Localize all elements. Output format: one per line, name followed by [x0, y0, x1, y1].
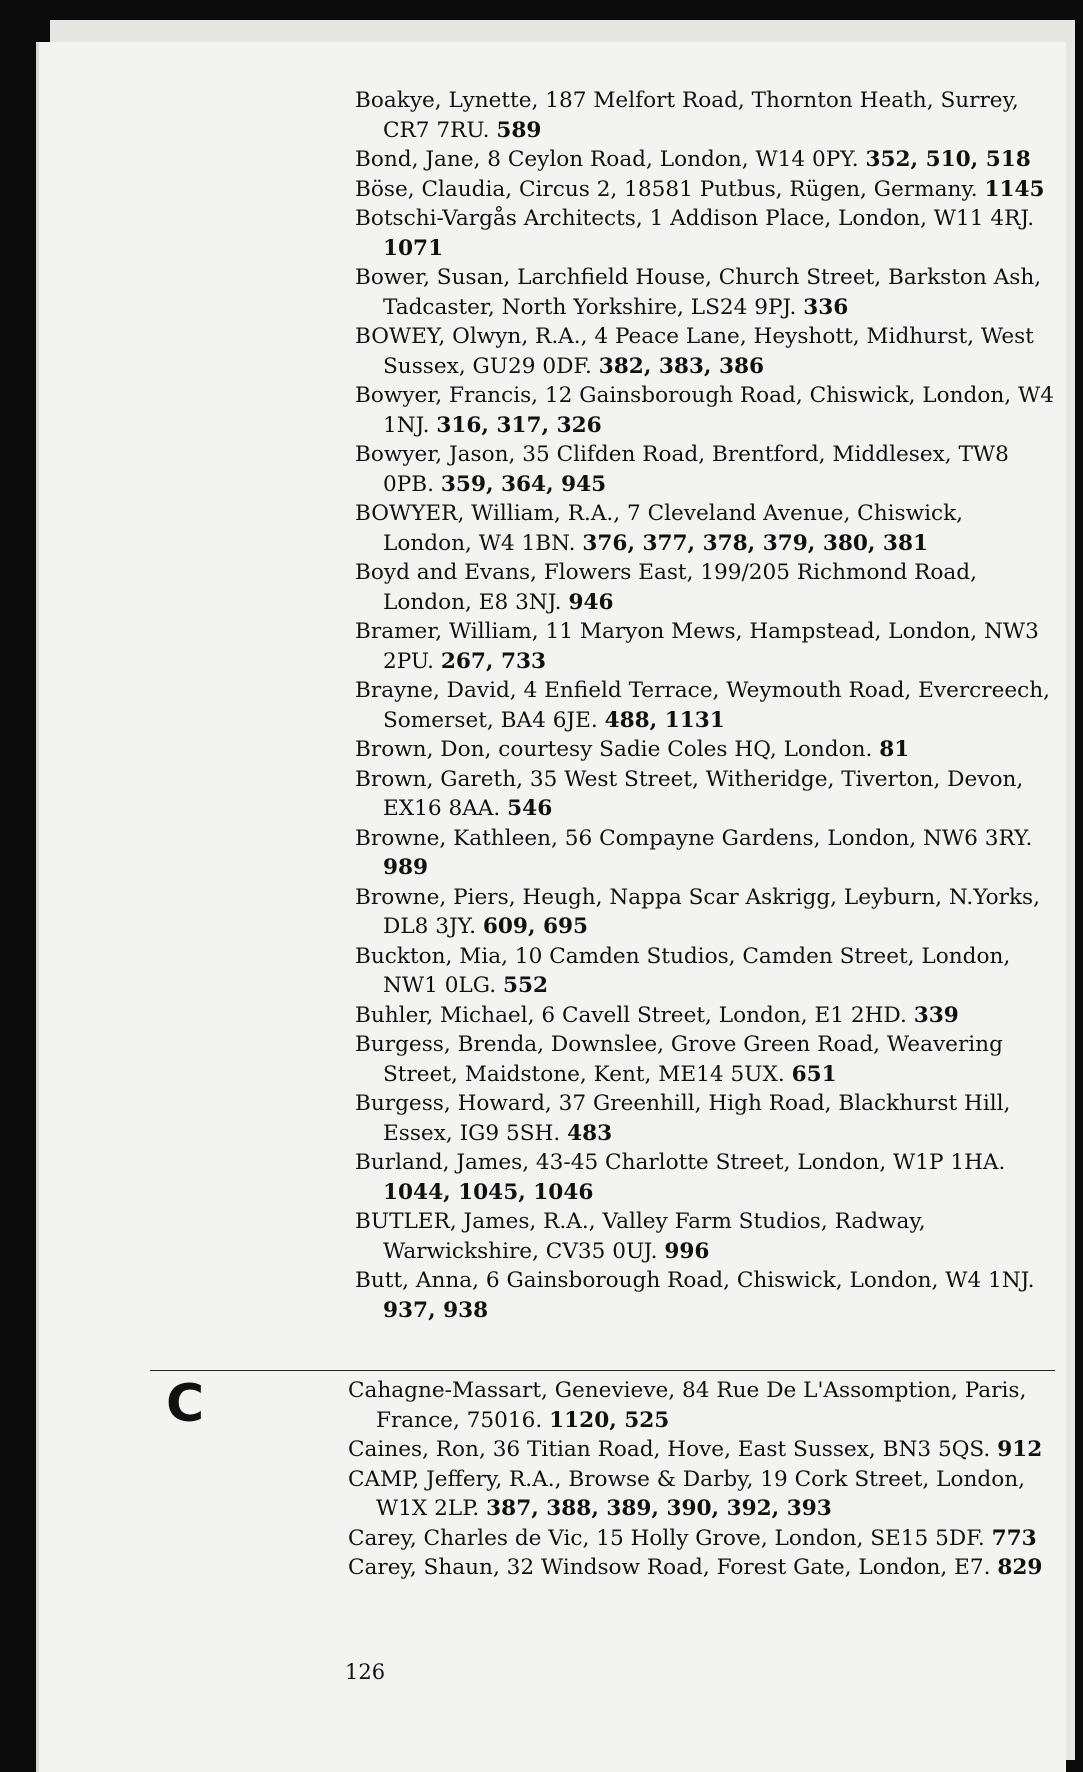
- entry-text: CAMP, Jeffery, R.A., Browse & Darby, 19 Cork Street, London, W1X 2LP.: [348, 1466, 1025, 1521]
- entry-pages: 339: [913, 1002, 959, 1028]
- entry-pages: 937, 938: [383, 1297, 489, 1323]
- index-entry: [355, 204, 1055, 263]
- index-entry: [355, 1030, 1055, 1089]
- entry-pages: 989: [383, 855, 429, 880]
- entry-pages: 488, 1131: [604, 707, 725, 733]
- entry-pages: 552: [503, 973, 549, 998]
- entry-pages: 1120, 525: [549, 1407, 670, 1433]
- section-letter: C: [166, 1374, 205, 1434]
- index-entry: [355, 883, 1055, 942]
- entry-pages: 912: [997, 1437, 1043, 1462]
- entry-text: Botschi-Vargås Architects, 1 Addison Place, London, W11 4RJ.: [355, 206, 1035, 231]
- entry-text: Buckton, Mia, 10 Camden Studios, Camden Street, London, NW1 0LG.: [355, 943, 1011, 998]
- entry-text: Brown, Gareth, 35 West Street, Witheridge, Tiverton, Devon, EX16 8AA.: [355, 766, 1024, 821]
- index-entry: [355, 381, 1055, 440]
- entry-text: Burgess, Brenda, Downslee, Grove Green Road, Weavering Street, Maidstone, Kent, ME14 5UX.: [355, 1032, 1003, 1087]
- entry-text: Bramer, William, 11 Maryon Mews, Hampstead, London, NW3 2PU.: [355, 619, 1039, 674]
- entry-text: Burgess, Howard, 37 Greenhill, High Road, Blackhurst Hill, Essex, IG9 5SH.: [355, 1091, 1011, 1146]
- index-entry: [355, 676, 1055, 735]
- index-entry: [355, 499, 1055, 558]
- entry-text: Boyd and Evans, Flowers East, 199/205 Richmond Road, London, E8 3NJ.: [355, 560, 977, 615]
- entry-pages: 651: [791, 1061, 837, 1087]
- entry-pages: 376, 377, 378, 379, 380, 381: [582, 530, 929, 556]
- entry-pages: 483: [567, 1120, 613, 1146]
- entry-pages: 1071: [383, 235, 444, 261]
- entry-pages: 336: [803, 294, 849, 320]
- entry-text: BOWEY, Olwyn, R.A., 4 Peace Lane, Heyshott, Midhurst, West Sussex, GU29 0DF.: [355, 324, 1034, 379]
- entry-pages: 589: [496, 117, 542, 143]
- entry-pages: 387, 388, 389, 390, 392, 393: [486, 1496, 832, 1521]
- entry-text: Brown, Don, courtesy Sadie Coles HQ, London.: [355, 737, 873, 762]
- entry-pages: 382, 383, 386: [598, 353, 765, 379]
- entry-text: Buhler, Michael, 6 Cavell Street, London, E1 2HD.: [355, 1002, 907, 1028]
- entry-text: Caines, Ron, 36 Titian Road, Hove, East Sussex, BN3 5QS.: [348, 1437, 991, 1462]
- entry-text: Carey, Shaun, 32 Windsow Road, Forest Gate, London, E7.: [348, 1555, 991, 1580]
- entry-pages: 316, 317, 326: [436, 412, 602, 438]
- index-entry: [355, 145, 1055, 175]
- entry-pages: 352, 510, 518: [865, 147, 1031, 172]
- index-entry: [348, 1524, 1048, 1554]
- index-entry: [355, 735, 1055, 765]
- index-entry: [355, 617, 1055, 676]
- entry-text: Cahagne-Massart, Genevieve, 84 Rue De L'Assomption, Paris, France, 75016.: [348, 1378, 1027, 1433]
- index-entry: [355, 1266, 1055, 1325]
- entry-pages: 1145: [984, 176, 1045, 202]
- index-entry: [355, 824, 1055, 883]
- index-entry: [355, 1001, 1055, 1031]
- entry-text: Bower, Susan, Larchfield House, Church Street, Barkston Ash, Tadcaster, North Yorkshire, LS24 9PJ.: [355, 265, 1042, 320]
- entry-text: BOWYER, William, R.A., 7 Cleveland Avenue, Chiswick, London, W4 1BN.: [355, 501, 964, 556]
- entry-text: Browne, Kathleen, 56 Compayne Gardens, London, NW6 3RY.: [355, 825, 1033, 851]
- index-entry: [355, 765, 1055, 824]
- index-entry: [355, 322, 1055, 381]
- entry-text: Burland, James, 43-45 Charlotte Street, London, W1P 1HA.: [355, 1150, 1006, 1175]
- index-entry: [355, 558, 1055, 617]
- index-entry: [348, 1435, 1048, 1465]
- entry-pages: 996: [664, 1238, 710, 1264]
- entry-pages: 829: [997, 1555, 1043, 1580]
- entry-text: Butt, Anna, 6 Gainsborough Road, Chiswick, London, W4 1NJ.: [355, 1268, 1035, 1293]
- entry-pages: 946: [568, 589, 614, 615]
- entry-pages: 1044, 1045, 1046: [383, 1179, 594, 1205]
- entry-text: Bond, Jane, 8 Ceylon Road, London, W14 0PY.: [355, 147, 859, 172]
- section-divider: [150, 1370, 1055, 1371]
- entry-pages: 81: [879, 737, 910, 762]
- index-entry: [348, 1465, 1048, 1524]
- page-number: 126: [345, 1660, 386, 1684]
- index-entry: [355, 175, 1055, 205]
- index-entry: [355, 263, 1055, 322]
- index-list-c: [348, 1376, 1048, 1583]
- entry-text: Bowyer, Jason, 35 Clifden Road, Brentford, Middlesex, TW8 0PB.: [355, 442, 1009, 497]
- entry-text: Bowyer, Francis, 12 Gainsborough Road, Chiswick, London, W4 1NJ.: [355, 383, 1054, 438]
- entry-pages: 546: [507, 796, 553, 821]
- entry-text: Böse, Claudia, Circus 2, 18581 Putbus, Rügen, Germany.: [355, 176, 978, 202]
- index-entry: [355, 440, 1055, 499]
- index-entry: [355, 942, 1055, 1001]
- index-entry: [355, 1089, 1055, 1148]
- index-list-b: [355, 86, 1055, 1325]
- entry-pages: 773: [991, 1525, 1037, 1551]
- index-entry: [355, 1148, 1055, 1207]
- entry-pages: 267, 733: [440, 648, 547, 674]
- entry-pages: 609, 695: [482, 914, 589, 939]
- index-entry: [348, 1376, 1048, 1435]
- entry-text: Boakye, Lynette, 187 Melfort Road, Thornton Heath, Surrey, CR7 7RU.: [355, 88, 1019, 143]
- index-entry: [348, 1553, 1048, 1583]
- index-entry: [355, 1207, 1055, 1266]
- entry-text: Brayne, David, 4 Enfield Terrace, Weymouth Road, Evercreech, Somerset, BA4 6JE.: [355, 678, 1051, 733]
- entry-pages: 359, 364, 945: [440, 471, 607, 497]
- index-entry: [355, 86, 1055, 145]
- entry-text: Browne, Piers, Heugh, Nappa Scar Askrigg, Leyburn, N.Yorks, DL8 3JY.: [355, 884, 1040, 939]
- entry-text: Carey, Charles de Vic, 15 Holly Grove, London, SE15 5DF.: [348, 1525, 985, 1551]
- entry-text: BUTLER, James, R.A., Valley Farm Studios, Radway, Warwickshire, CV35 0UJ.: [355, 1209, 926, 1264]
